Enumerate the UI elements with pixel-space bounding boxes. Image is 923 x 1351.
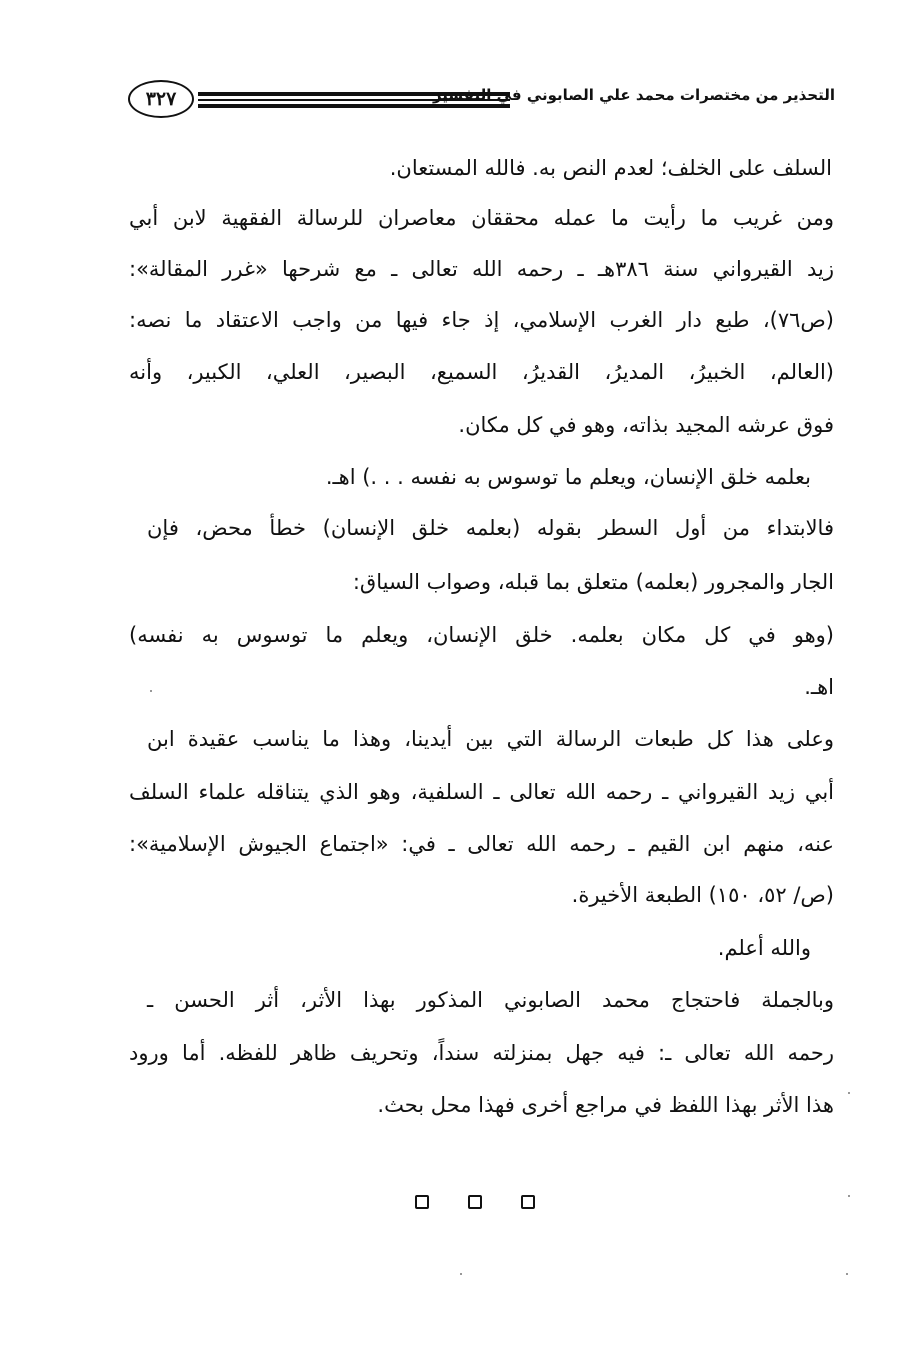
scan-speck <box>460 1273 462 1275</box>
page-header <box>120 74 835 124</box>
text-line-1: السلف على الخلف؛ لعدم النص به. فالله المستعان. <box>389 156 832 180</box>
page-number-badge: ٣٢٧ <box>128 80 194 118</box>
text-line-6: فوق عرشه المجيد بذاته، وهو في كل مكان. <box>458 413 834 437</box>
text-line-13: أبي زيد القيرواني ـ رحمه الله تعالى ـ السلفية، وهو الذي يتناقله علماء السلف <box>129 780 834 804</box>
text-line-16: والله أعلم. <box>717 936 811 960</box>
running-title: التحذير من مختصرات محمد علي الصابوني في التفسير <box>432 86 835 104</box>
text-line-4: (ص٧٦)، طبع دار الغرب الإسلامي، إذ جاء فيها من واجب الاعتقاد ما نصه: <box>129 308 834 332</box>
text-line-3: زيد القيرواني سنة ٣٨٦هـ ـ رحمه الله تعالى ـ مع شرحها «غرر المقالة»: <box>129 257 834 281</box>
text-line-19: هذا الأثر بهذا اللفظ في مراجع أخرى فهذا محل بحث. <box>377 1093 834 1117</box>
end-square-icon <box>415 1195 429 1209</box>
text-line-8: فالابتداء من أول السطر بقوله (بعلمه خلق الإنسان) خطأ محض، فإن <box>147 516 834 540</box>
text-line-14: عنه، منهم ابن القيم ـ رحمه الله تعالى ـ في: «اجتماع الجيوش الإسلامية»: <box>129 832 834 856</box>
text-line-2: ومن غريب ما رأيت ما عمله محققان معاصران للرسالة الفقهية لابن أبي <box>129 206 834 230</box>
header-rule-thick-bottom <box>198 104 510 108</box>
text-line-17: وبالجملة فاحتجاج محمد الصابوني المذكور بهذا الأثر، أثر الحسن ـ <box>147 988 834 1012</box>
end-square-icon <box>468 1195 482 1209</box>
text-line-5: (العالم، الخبيرُ، المديرُ، القديرُ، السميع، البصير، العلي، الكبير، وأنه <box>129 360 834 384</box>
text-line-10: (وهو في كل مكان بعلمه. خلق الإنسان، ويعلم ما توسوس به نفسه) <box>129 623 834 647</box>
scan-speck <box>848 1195 850 1197</box>
text-line-11: اهـ. <box>804 675 834 699</box>
scan-speck <box>150 690 152 692</box>
text-line-18: رحمه الله تعالى ـ: فيه جهل بمنزلته سنداً، وتحريف ظاهر للفظه. أما ورود <box>129 1041 834 1065</box>
text-line-12: وعلى هذا كل طبعات الرسالة التي بين أيدينا، وهذا ما يناسب عقيدة ابن <box>147 727 834 751</box>
end-square-icon <box>521 1195 535 1209</box>
text-line-7: بعلمه خلق الإنسان، ويعلم ما توسوس به نفسه . . .) اهـ. <box>325 465 811 489</box>
text-line-15: (ص/ ٥٢، ١٥٠) الطبعة الأخيرة. <box>571 883 834 907</box>
text-line-9: الجار والمجرور (بعلمه) متعلق بما قبله، وصواب السياق: <box>352 570 834 594</box>
scan-speck <box>848 1092 850 1094</box>
scan-speck <box>846 1273 848 1275</box>
section-end-mark <box>415 1195 535 1215</box>
